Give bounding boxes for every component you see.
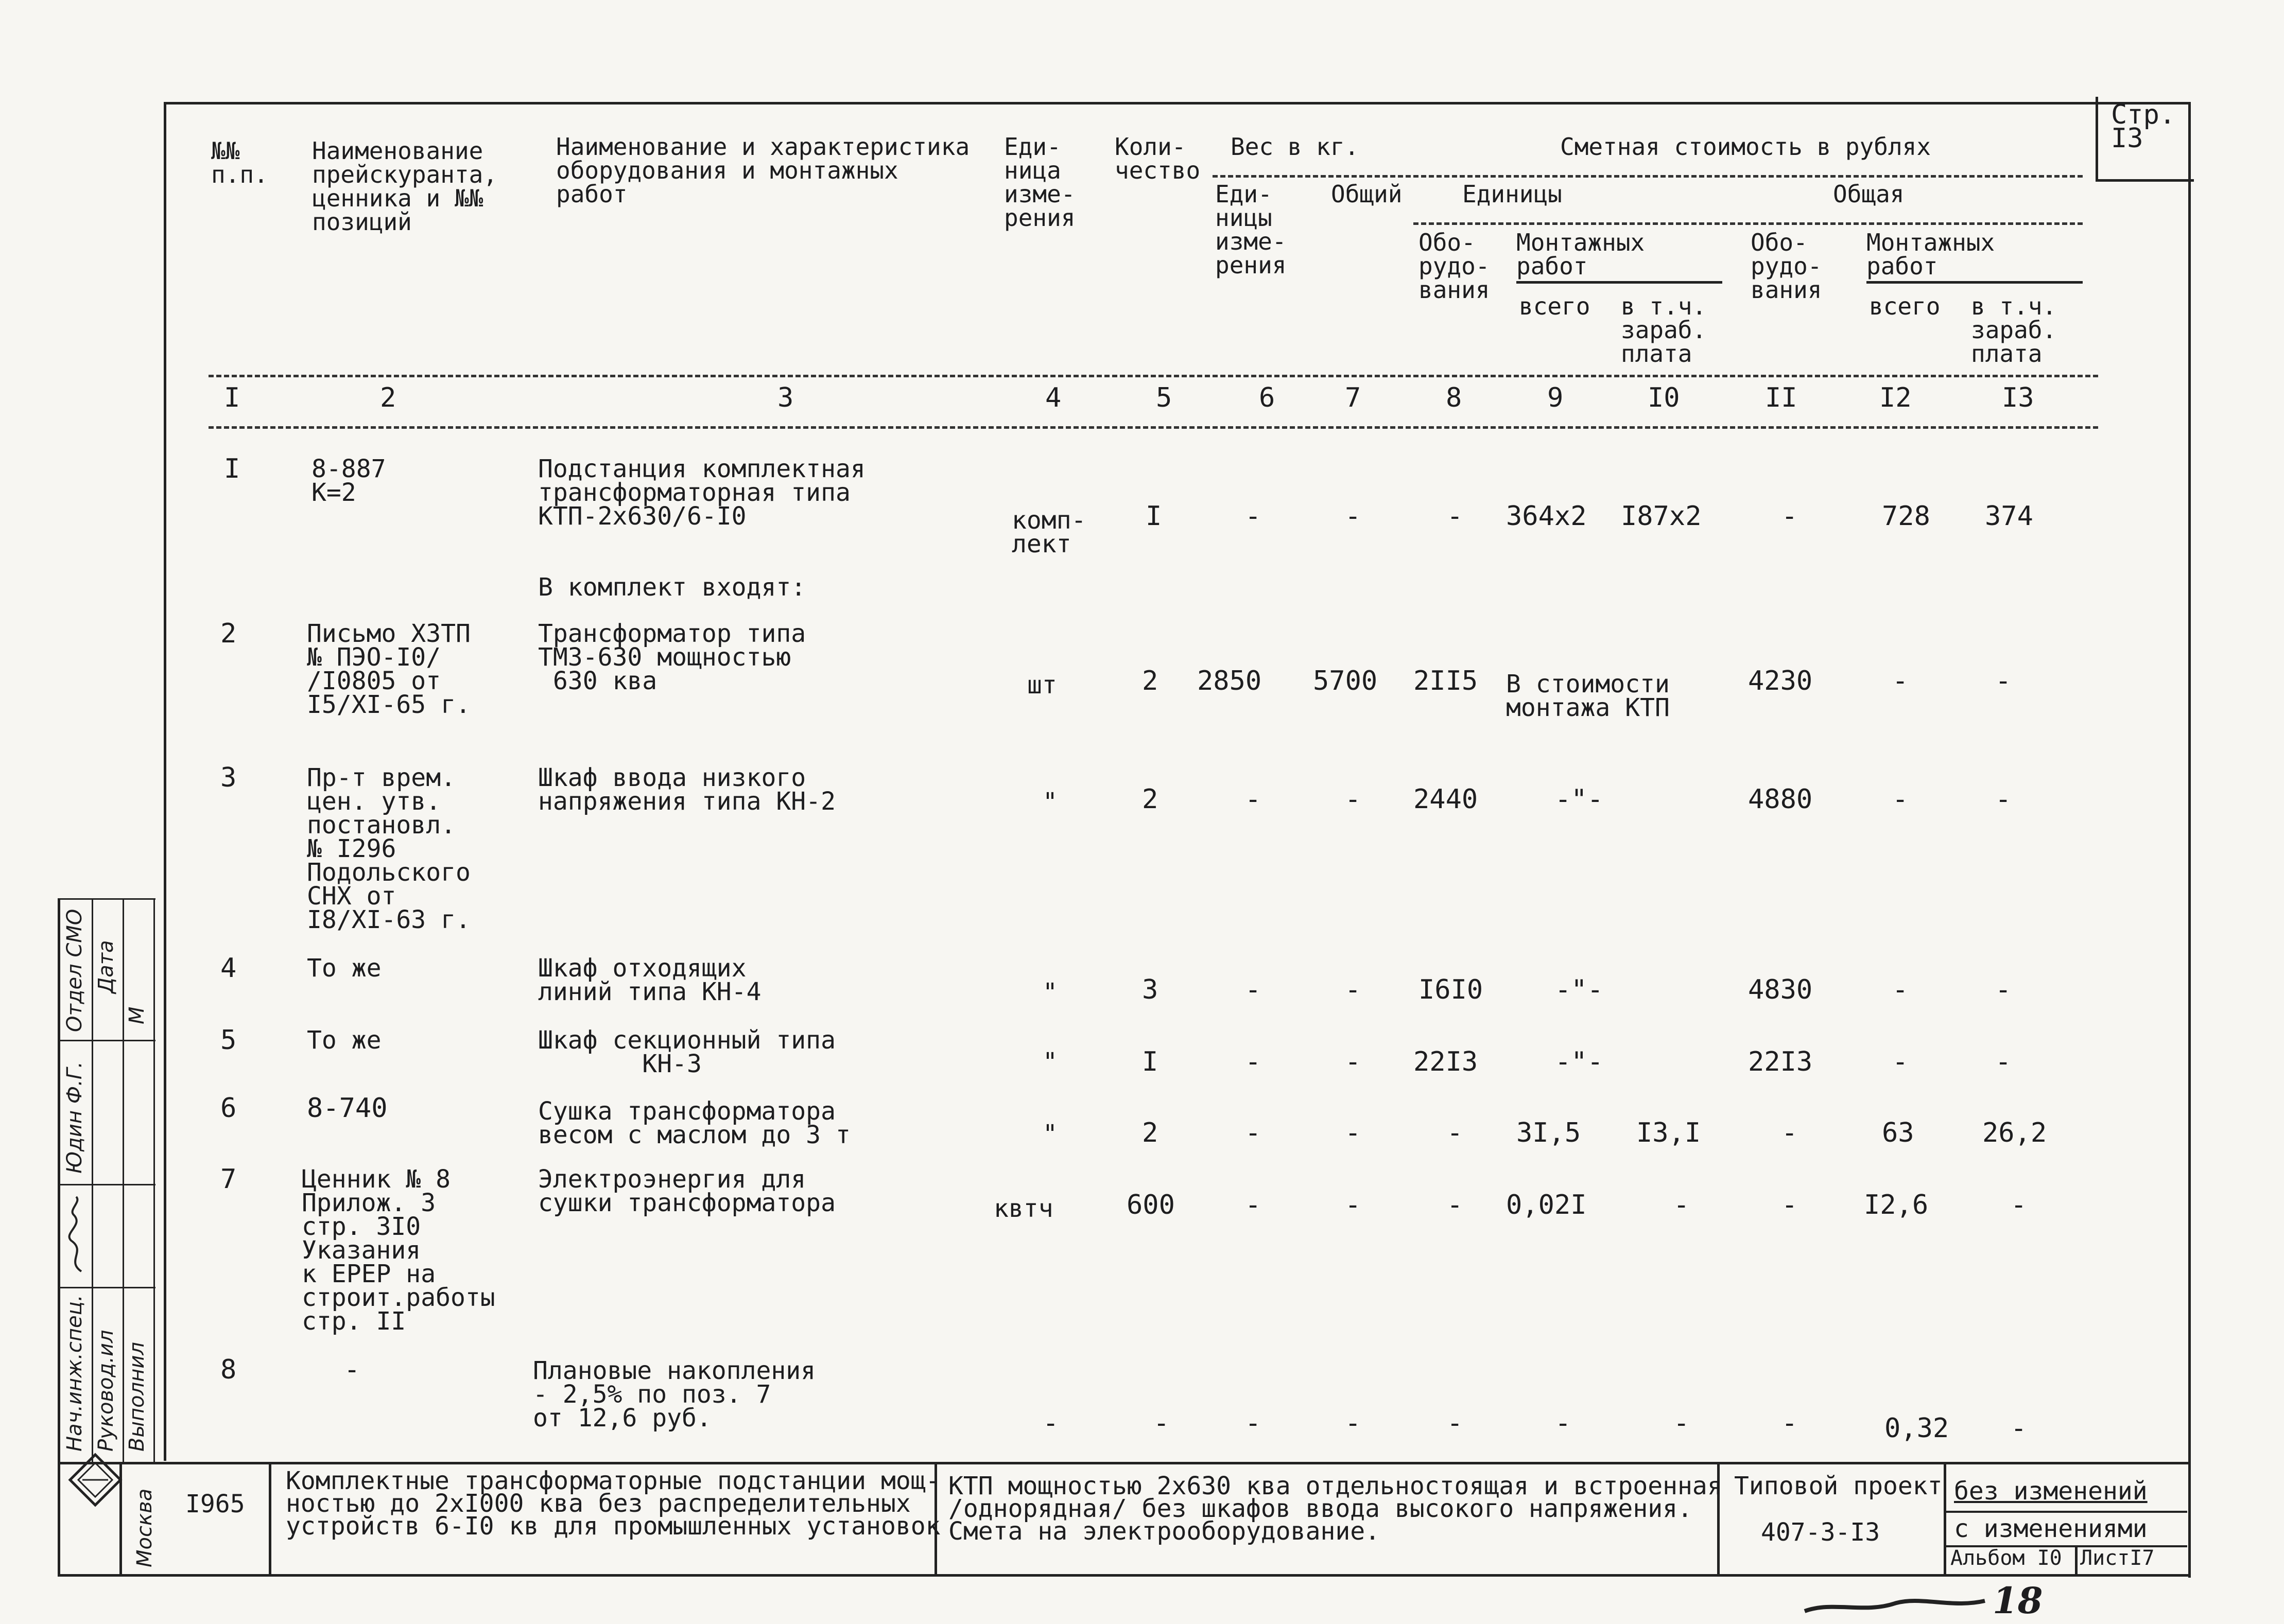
colnum: 8 <box>1446 382 1462 413</box>
row-weight-total: - <box>1345 784 1361 815</box>
row-equip-unit: I6I0 <box>1418 974 1483 1005</box>
row-pricelist: 8-740 <box>307 1093 388 1124</box>
row-pricelist: Пр-т врем. цен. утв. постановл. № I296 Подольского СНХ от I8/XI-63 г. <box>307 763 471 934</box>
row-pricelist: 8-887 К=2 <box>312 455 386 507</box>
row-pricelist: Ценник № 8 Прилож. 3 стр. 3I0 Указания к ЕРЕР на строит.работы стр. II <box>302 1165 495 1336</box>
colnum: I3 <box>2002 382 2034 413</box>
colnum: I2 <box>1879 382 1912 413</box>
stamp-bottom-line <box>58 1574 2191 1577</box>
header-all-total: всего <box>1869 292 1941 320</box>
row-equipment: Подстанция комплектная трансформаторная типа КТП-2х630/6-I0 <box>538 455 866 531</box>
page-label: Стр. <box>2111 99 2176 130</box>
row-weight-unit: - <box>1245 784 1261 815</box>
header-equipment: Наименование и характеристика оборудования и монтажных работ <box>556 133 970 208</box>
header-mount-units: Монтажных работ <box>1516 229 1645 280</box>
row-equip-unit: 2440 <box>1413 784 1478 815</box>
row-equip-total: - <box>1781 1190 1798 1220</box>
row-mount-unit: -"- <box>1555 784 1603 815</box>
side-label-manager: Руковод.ил <box>94 1330 118 1452</box>
row-equip-total: - <box>1781 501 1798 532</box>
handwritten-mark: 18 <box>1993 1579 2043 1622</box>
row-mount-total: 63 <box>1882 1117 1914 1148</box>
header-num: №№ п.п. <box>211 137 268 188</box>
header-cost: Сметная стоимость в рублях <box>1560 133 1931 161</box>
stamp-title: Комплектные трансформаторные подстанции мощ- ностью до 2хI000 ква без распределительных устройств 6-I0 кв для промышленных установок <box>286 1466 941 1541</box>
colnum: II <box>1765 382 1797 413</box>
row-unit: комп- лект <box>1012 506 1086 558</box>
side-divider <box>123 898 124 1462</box>
header-weight-unit: Еди- ницы изме- рения <box>1215 180 1287 279</box>
row-equip-unit: - <box>1447 1408 1463 1439</box>
row-mount-total: - <box>1892 666 1909 696</box>
side-divider <box>58 1040 155 1041</box>
colnum: 9 <box>1547 382 1564 413</box>
stamp-divider <box>1945 1511 2187 1513</box>
row-num: 8 <box>220 1354 237 1385</box>
header-unit: Еди- ница изме- рения <box>1004 133 1076 232</box>
row-wages-unit: I87х2 <box>1621 501 1702 532</box>
side-divider <box>58 1184 155 1185</box>
row-mount-unit: 0,02I <box>1506 1190 1587 1220</box>
row-weight-unit: - <box>1245 1408 1261 1439</box>
row-equip-unit: - <box>1447 501 1463 532</box>
row-wages-unit: I3,I <box>1636 1117 1701 1148</box>
row-weight-unit: - <box>1245 974 1261 1005</box>
row-unit: шт <box>1027 671 1057 700</box>
colnum: 6 <box>1259 382 1275 413</box>
header-divider <box>1213 175 2083 178</box>
stamp-left-line <box>58 898 60 1577</box>
row-wages-unit: - <box>1673 1190 1690 1220</box>
row-unit: " <box>1043 1047 1058 1076</box>
signature-icon <box>61 1194 92 1277</box>
row-wages-total: - <box>2011 1190 2027 1220</box>
row-note: В комплект входят: <box>538 573 806 602</box>
colnum: 5 <box>1156 382 1172 413</box>
row-wages-total: 26,2 <box>1982 1117 2047 1148</box>
stamp-divider <box>2075 1545 2078 1574</box>
stamp-album: Альбом I0 <box>1950 1546 2062 1570</box>
colnum: I0 <box>1648 382 1680 413</box>
row-weight-unit: - <box>1245 501 1261 532</box>
header-qty: Коли- чество <box>1115 133 1201 184</box>
row-weight-total: - <box>1345 501 1361 532</box>
colnum: 3 <box>777 382 794 413</box>
side-label-performer: Выполнил <box>125 1342 149 1452</box>
row-wages-total: - <box>1995 974 2012 1005</box>
header-mount-total: Монтажных работ <box>1866 229 1995 280</box>
row-mount-total: I2,6 <box>1864 1190 1929 1220</box>
stamp-divider <box>269 1462 271 1575</box>
side-divider <box>58 898 155 900</box>
row-equip-total: 4880 <box>1748 784 1813 815</box>
side-divider <box>153 898 155 1462</box>
row-weight-total: 5700 <box>1313 666 1378 696</box>
side-date: Дата <box>94 940 118 993</box>
sheet-left-border <box>164 102 166 1461</box>
row-pricelist: - <box>344 1354 360 1385</box>
row-weight-total: - <box>1345 1117 1361 1148</box>
row-qty: 600 <box>1127 1190 1175 1220</box>
header-units: Единицы <box>1462 180 1562 208</box>
scribble-icon <box>1802 1591 1987 1616</box>
row-unit: " <box>1043 978 1058 1007</box>
row-equipment: Электроэнергия для сушки трансформатора <box>538 1165 836 1217</box>
row-equipment: Плановые накопления - 2,5% по поз. 7 от 12,6 руб. <box>533 1356 816 1433</box>
row-mount-unit: -"- <box>1555 1046 1603 1077</box>
row-qty: 2 <box>1142 666 1158 696</box>
header-divider <box>1866 281 2083 284</box>
row-equip-total: - <box>1781 1408 1798 1439</box>
side-department: Отдел СМО <box>63 909 86 1032</box>
row-wages-total: 374 <box>1985 501 2033 532</box>
row-wages-total: - <box>1995 784 2012 815</box>
row-pricelist: Письмо ХЗТП № ПЭО-I0/ /I0805 от I5/XI-65 г. <box>307 619 471 719</box>
row-equip-unit: 2II5 <box>1413 666 1478 696</box>
row-qty: I <box>1142 1046 1158 1077</box>
colnum-bottom-line <box>209 426 2098 429</box>
row-unit: " <box>1043 788 1058 816</box>
row-mount-unit: 364х2 <box>1506 501 1587 532</box>
row-qty: I <box>1146 501 1162 532</box>
row-weight-total: - <box>1345 974 1361 1005</box>
row-mount-total: - <box>1892 974 1909 1005</box>
row-pricelist: То же <box>307 954 382 983</box>
row-equip-unit: - <box>1447 1117 1463 1148</box>
header-weight-total: Общий <box>1331 180 1403 208</box>
row-weight-unit: - <box>1245 1190 1261 1220</box>
row-num: 4 <box>220 953 237 984</box>
row-mount-unit: В стоимости монтажа КТП <box>1506 670 1670 722</box>
stamp-top-line <box>58 1462 2191 1464</box>
row-equipment: Сушка трансформатора весом с маслом до 3 т <box>538 1097 851 1149</box>
row-weight-total: - <box>1345 1046 1361 1077</box>
header-bottom-line <box>209 375 2098 377</box>
row-wages-total: - <box>1995 666 2012 696</box>
row-num: 7 <box>220 1164 237 1195</box>
row-num: 6 <box>220 1093 237 1124</box>
header-equip-total: Обо- рудо- вания <box>1751 229 1822 304</box>
row-equip-total: 22I3 <box>1748 1046 1813 1077</box>
row-qty: - <box>1153 1408 1170 1439</box>
row-qty: 3 <box>1142 974 1158 1005</box>
row-weight-total: - <box>1345 1190 1361 1220</box>
page-number: I3 <box>2111 123 2143 154</box>
colnum: 4 <box>1045 382 1062 413</box>
row-unit: - <box>1043 1408 1059 1439</box>
row-mount-unit: -"- <box>1555 974 1603 1005</box>
stamp-typical-project: Типовой проект <box>1734 1472 1943 1500</box>
header-equip-units: Обо- рудо- вания <box>1418 229 1490 304</box>
colnum: 7 <box>1345 382 1361 413</box>
stamp-project-code: 407-3-I3 <box>1761 1518 1880 1547</box>
row-num: I <box>224 453 240 484</box>
header-pricelist: Наименование прейскуранта, ценника и №№ позиций <box>312 137 498 236</box>
stamp-sheet: ЛистI7 <box>2080 1546 2155 1570</box>
header-total: Общая <box>1833 180 1905 208</box>
side-name: Юдин Ф.Г. <box>63 1061 86 1174</box>
stamp-city: Москва <box>133 1488 157 1567</box>
side-divider <box>58 1287 155 1288</box>
row-mount-total: - <box>1892 784 1909 815</box>
header-divider <box>1516 281 1722 284</box>
row-equip-total: 4230 <box>1748 666 1813 696</box>
row-unit: " <box>1043 1120 1058 1148</box>
row-weight-unit: - <box>1245 1046 1261 1077</box>
institute-logo-icon <box>67 1452 124 1508</box>
header-weight: Вес в кг. <box>1231 133 1359 161</box>
row-num: 2 <box>220 618 237 649</box>
row-qty: 2 <box>1142 784 1158 815</box>
row-num: 3 <box>220 762 237 793</box>
header-wages-units: в т.ч. зараб. плата <box>1621 292 1707 368</box>
colnum: I <box>224 382 240 413</box>
side-divider <box>92 898 93 1462</box>
row-equipment: Шкаф отходящих линий типа КН-4 <box>538 954 762 1006</box>
stamp-with-changes: с изменениями <box>1954 1514 2148 1543</box>
row-mount-total: 0,32 <box>1884 1413 1949 1444</box>
row-mount-total: 728 <box>1882 501 1930 532</box>
row-unit: квтч <box>994 1194 1053 1223</box>
stamp-year: I965 <box>185 1490 245 1518</box>
row-equip-total: 4830 <box>1748 974 1813 1005</box>
stamp-divider <box>1944 1462 1946 1575</box>
row-qty: 2 <box>1142 1117 1158 1148</box>
row-mount-unit: - <box>1555 1408 1571 1439</box>
row-mount-total: - <box>1892 1046 1909 1077</box>
side-label-head: Нач.инж.спец. <box>63 1295 86 1452</box>
stamp-description: КТП мощностью 2х630 ква отдельностоящая и встроенная /однорядная/ без шкафов ввода высокого напряжения. Смета на электрооборудование. <box>948 1472 1722 1546</box>
header-divider <box>1413 222 2083 225</box>
stamp-no-changes: без изменений <box>1954 1477 2148 1506</box>
row-weight-unit: 2850 <box>1197 666 1262 696</box>
row-num: 5 <box>220 1025 237 1056</box>
row-weight-unit: - <box>1245 1117 1261 1148</box>
row-equip-total: - <box>1781 1117 1798 1148</box>
side-mark: М <box>125 1006 149 1024</box>
row-equip-unit: 22I3 <box>1413 1046 1478 1077</box>
row-equipment: Трансформатор типа ТМЗ-630 мощностью 630 ква <box>538 619 806 695</box>
row-equip-unit: - <box>1447 1190 1463 1220</box>
row-equipment: Шкаф ввода низкого напряжения типа КН-2 <box>538 763 836 816</box>
row-pricelist: То же <box>307 1026 382 1055</box>
row-wages-total: - <box>1995 1046 2012 1077</box>
row-mount-unit: 3I,5 <box>1516 1117 1581 1148</box>
row-equipment: Шкаф секционный типа КН-3 <box>538 1026 836 1078</box>
header-wages-total: в т.ч. зараб. плата <box>1971 292 2057 368</box>
row-weight-total: - <box>1345 1408 1361 1439</box>
row-wages-unit: - <box>1673 1408 1690 1439</box>
row-wages-total: - <box>2011 1413 2027 1444</box>
header-all-units: всего <box>1519 292 1590 320</box>
colnum: 2 <box>380 382 396 413</box>
